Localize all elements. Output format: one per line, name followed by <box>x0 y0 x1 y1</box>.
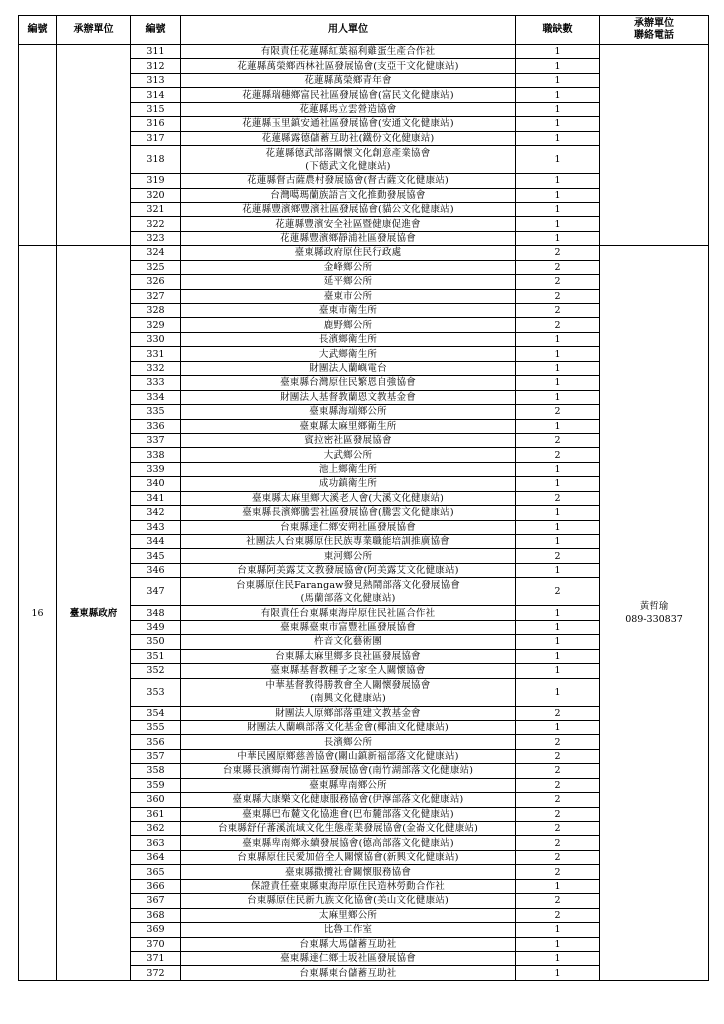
vacancy-count-cell: 1 <box>516 966 600 980</box>
unit-name-line: 台東縣原住民Farangaw發見熱鬧部落文化發展協會 <box>235 579 460 591</box>
unit-name-cell <box>181 850 516 864</box>
row-number-cell: 371 <box>131 951 181 965</box>
vacancy-count-cell: 1 <box>516 520 600 534</box>
unit-name-cell <box>181 102 516 116</box>
vacancy-count-cell: 2 <box>516 735 600 749</box>
row-number-cell: 353 <box>131 678 181 706</box>
vacancy-count-cell: 1 <box>516 620 600 634</box>
row-number-cell: 342 <box>131 506 181 520</box>
vacancy-count-cell: 1 <box>516 390 600 404</box>
unit-name-line: 太麻里鄉公所 <box>318 909 378 921</box>
unit-name-cell <box>181 966 516 980</box>
unit-name-line: 有限責任台東縣東海岸原住民社區合作社 <box>260 607 436 619</box>
unit-name-line: 臺東縣海端鄉公所 <box>309 406 387 418</box>
unit-name-cell <box>181 231 516 245</box>
vacancy-count-cell: 2 <box>516 793 600 807</box>
vacancy-count-cell: 2 <box>516 289 600 303</box>
unit-name-line: 大武鄉衛生所 <box>318 348 378 360</box>
unit-name-cell <box>181 764 516 778</box>
header-vacancies: 職缺數 <box>516 16 600 45</box>
vacancy-count-cell: 2 <box>516 749 600 763</box>
unit-name-line: 台東縣舒仔蕃溪流域文化生態產業發展協會(金崙文化健康站) <box>217 823 478 835</box>
row-number-cell: 366 <box>131 879 181 893</box>
row-number-cell: 345 <box>131 549 181 563</box>
row-number-cell: 350 <box>131 635 181 649</box>
vacancy-count-cell: 2 <box>516 304 600 318</box>
unit-name-line: 花蓮縣玉里鎮安通社區發展協會(安通文化健康站) <box>242 118 454 130</box>
unit-name-line: 臺東縣政府原住民行政處 <box>294 247 402 259</box>
unit-name-cell <box>181 649 516 663</box>
vacancy-count-cell: 2 <box>516 764 600 778</box>
unit-name-cell <box>181 246 516 260</box>
vacancy-count-cell: 2 <box>516 260 600 274</box>
unit-name-cell <box>181 174 516 188</box>
vacancy-count-cell: 1 <box>516 117 600 131</box>
vacancy-count-cell: 1 <box>516 361 600 375</box>
unit-name-line: 臺東縣卑南鄉公所 <box>309 779 387 791</box>
vacancy-count-cell: 1 <box>516 606 600 620</box>
vacancy-count-cell: 1 <box>516 174 600 188</box>
unit-name-line: 花蓮縣督古薩農村發展協會(督古薩文化健康站) <box>247 175 449 187</box>
row-number-cell: 324 <box>131 246 181 260</box>
vacancy-count-cell: 1 <box>516 649 600 663</box>
row-number-cell: 370 <box>131 937 181 951</box>
unit-name-cell <box>181 304 516 318</box>
row-number-cell: 360 <box>131 793 181 807</box>
group-number-cell <box>19 45 57 246</box>
unit-name-cell <box>181 894 516 908</box>
vacancy-count-cell: 1 <box>516 563 600 577</box>
vacancy-count-cell: 1 <box>516 347 600 361</box>
row-number-cell: 311 <box>131 45 181 59</box>
unit-name-line: 臺東縣撒攬社會關懷服務協會 <box>284 866 412 878</box>
unit-name-cell <box>181 923 516 937</box>
row-number-cell: 320 <box>131 188 181 202</box>
vacancy-count-cell: 1 <box>516 231 600 245</box>
table-row <box>19 45 709 59</box>
unit-name-cell <box>181 477 516 491</box>
row-number-cell: 362 <box>131 822 181 836</box>
unit-name-line: 財團法人蘭嶼電台 <box>309 362 387 374</box>
vacancy-table <box>18 15 709 981</box>
vacancy-count-cell: 2 <box>516 807 600 821</box>
unit-name-line: 花蓮縣瑞穗鄉富民社區發展協會(富民文化健康站) <box>242 89 454 101</box>
vacancy-count-cell: 1 <box>516 188 600 202</box>
office-cell: 臺東縣政府 <box>57 246 131 981</box>
unit-name-line: 中華基督教得勝教會全人關懷發展協會 <box>265 680 431 691</box>
unit-name-line: 東河鄉公所 <box>323 550 373 562</box>
unit-name-cell <box>181 836 516 850</box>
row-number-cell: 330 <box>131 332 181 346</box>
vacancy-count-cell: 1 <box>516 951 600 965</box>
unit-name-cell <box>181 506 516 520</box>
contact-name: 黃哲瑜 <box>639 601 669 613</box>
row-number-cell: 372 <box>131 966 181 980</box>
vacancy-count-cell: 2 <box>516 549 600 563</box>
header-group-no: 編號 <box>19 16 57 45</box>
vacancy-count-cell: 1 <box>516 937 600 951</box>
row-number-cell: 357 <box>131 749 181 763</box>
row-number-cell: 328 <box>131 304 181 318</box>
vacancy-count-cell: 1 <box>516 102 600 116</box>
unit-name-cell <box>181 88 516 102</box>
unit-name-cell <box>181 318 516 332</box>
unit-name-line: 臺東縣卑南鄉永續發展協會(德高部落文化健康站) <box>242 837 454 849</box>
unit-name-line: 臺東市衛生所 <box>318 305 378 317</box>
row-number-cell: 363 <box>131 836 181 850</box>
unit-name-line: 財團法人蘭嶼部落文化基金會(椰油文化健康站) <box>247 722 449 734</box>
unit-name-line: 臺東縣大康樂文化健康服務協會(伊濘部落文化健康站) <box>232 794 464 806</box>
header-contact-line2: 聯絡電話 <box>634 30 674 41</box>
unit-name-line: 台東縣原住民愛加倍全人關懷協會(新興文化健康站) <box>237 852 459 864</box>
vacancy-count-cell: 1 <box>516 73 600 87</box>
vacancy-count-cell: 1 <box>516 879 600 893</box>
unit-name-cell <box>181 678 516 706</box>
vacancy-count-cell: 2 <box>516 908 600 922</box>
vacancy-count-cell: 2 <box>516 491 600 505</box>
row-number-cell: 352 <box>131 664 181 678</box>
vacancy-count-cell: 2 <box>516 822 600 836</box>
unit-name-cell <box>181 405 516 419</box>
row-number-cell: 315 <box>131 102 181 116</box>
unit-name-cell <box>181 217 516 231</box>
row-number-cell: 344 <box>131 535 181 549</box>
unit-name-cell <box>181 778 516 792</box>
unit-name-line: 大武鄉公所 <box>323 449 373 461</box>
row-number-cell: 354 <box>131 706 181 720</box>
row-number-cell: 323 <box>131 231 181 245</box>
row-number-cell: 364 <box>131 850 181 864</box>
unit-name-line: 台東縣達仁鄉安朔社區發展協會 <box>280 521 416 533</box>
row-number-cell: 341 <box>131 491 181 505</box>
row-number-cell: 327 <box>131 289 181 303</box>
unit-name-line: 台灣噶瑪蘭族語言文化推動發展協會 <box>270 189 426 201</box>
vacancy-count-cell: 2 <box>516 318 600 332</box>
unit-name-line: 臺東縣基督教種子之家全人關懷協會 <box>270 665 426 677</box>
vacancy-count-cell: 2 <box>516 246 600 260</box>
vacancy-count-cell: 2 <box>516 894 600 908</box>
unit-name-line: 金峰鄉公所 <box>323 261 373 273</box>
unit-name-line: 花蓮縣馬立雲營造協會 <box>299 103 397 115</box>
unit-name-cell <box>181 462 516 476</box>
unit-name-cell <box>181 347 516 361</box>
unit-name-cell <box>181 865 516 879</box>
unit-name-line: 臺東縣達仁鄉土坂社區發展協會 <box>280 953 416 965</box>
vacancy-count-cell: 2 <box>516 706 600 720</box>
unit-name-cell <box>181 361 516 375</box>
unit-name-line: 保證責任臺東縣東海岸原住民造林勞動合作社 <box>250 880 445 892</box>
row-number-cell: 319 <box>131 174 181 188</box>
vacancy-count-cell: 1 <box>516 477 600 491</box>
vacancy-count-cell: 1 <box>516 419 600 433</box>
unit-name-cell <box>181 59 516 73</box>
unit-name-line: 財團法人基督教蘭恩文教基金會 <box>280 391 416 403</box>
unit-name-line: 延平鄉公所 <box>323 276 373 288</box>
row-number-cell: 316 <box>131 117 181 131</box>
vacancy-count-cell: 1 <box>516 462 600 476</box>
unit-name-cell <box>181 131 516 145</box>
row-number-cell: 312 <box>131 59 181 73</box>
unit-name-cell <box>181 822 516 836</box>
unit-name-line: 台東縣阿美露艾文教發展協會(阿美露艾文化健康站) <box>237 565 459 577</box>
unit-name-line: 花蓮縣德武部落關懷文化創意產業協會 <box>265 147 431 159</box>
vacancy-count-cell: 1 <box>516 923 600 937</box>
vacancy-count-cell: 1 <box>516 146 600 174</box>
unit-name-cell <box>181 117 516 131</box>
vacancy-count-cell: 1 <box>516 88 600 102</box>
unit-name-line: 杵音文化藝術團 <box>314 636 382 648</box>
unit-name-cell <box>181 606 516 620</box>
unit-name-cell <box>181 793 516 807</box>
unit-name-line: 花蓮縣豐濱鄉豐濱社區發展協會(貓公文化健康站) <box>242 204 454 216</box>
row-number-cell: 335 <box>131 405 181 419</box>
vacancy-count-cell: 1 <box>516 217 600 231</box>
unit-name-line: 成功鎮衛生所 <box>318 478 378 490</box>
unit-name-line: 台東縣原住民新九族文化協會(美山文化健康站) <box>247 895 449 907</box>
row-number-cell: 368 <box>131 908 181 922</box>
row-number-cell: 355 <box>131 720 181 734</box>
unit-name-line: 花蓮縣萬榮鄉西林社區發展協會(支亞干文化健康站) <box>237 60 459 72</box>
unit-name-cell <box>181 937 516 951</box>
office-cell <box>57 45 131 246</box>
row-number-cell: 337 <box>131 433 181 447</box>
unit-name-line: (南興文化健康站) <box>310 693 386 704</box>
unit-name-line: (馬蘭部落文化健康站) <box>300 592 396 604</box>
vacancy-count-cell: 2 <box>516 275 600 289</box>
unit-name-line: 長濱鄉衛生所 <box>318 334 378 346</box>
vacancy-count-cell: 1 <box>516 131 600 145</box>
vacancy-count-cell: 1 <box>516 535 600 549</box>
unit-name-line: 台東縣長濱鄉南竹湖社區發展協會(南竹湖部落文化健康站) <box>222 765 474 777</box>
vacancy-count-cell: 1 <box>516 720 600 734</box>
unit-name-line: 花蓮縣萬榮鄉青年會 <box>304 75 392 87</box>
unit-name-cell <box>181 289 516 303</box>
unit-name-line: 臺東縣太麻里鄉大溪老人會(大溪文化健康站) <box>251 492 445 504</box>
unit-name-line: 有限責任花蓮縣紅葉福利雞蛋生產合作社 <box>260 46 436 58</box>
unit-name-cell <box>181 448 516 462</box>
unit-name-cell <box>181 578 516 606</box>
row-number-cell: 318 <box>131 146 181 174</box>
unit-name-cell <box>181 73 516 87</box>
contact-phone: 089-330837 <box>625 614 683 626</box>
vacancy-count-cell: 2 <box>516 578 600 606</box>
row-number-cell: 313 <box>131 73 181 87</box>
vacancy-count-cell: 1 <box>516 664 600 678</box>
unit-name-cell <box>181 563 516 577</box>
unit-name-line: 長濱鄉公所 <box>323 736 373 748</box>
vacancy-count-cell: 1 <box>516 59 600 73</box>
unit-name-line: 社團法人台東縣原住民族專業職能培訓推廣協會 <box>246 536 450 548</box>
group-number-cell: 16 <box>19 246 57 981</box>
row-number-cell: 365 <box>131 865 181 879</box>
unit-name-line: 比魯工作室 <box>323 924 373 936</box>
unit-name-cell <box>181 202 516 216</box>
unit-name-cell <box>181 620 516 634</box>
unit-name-line: 台東縣太麻里鄉多良社區發展協會 <box>275 650 421 662</box>
unit-name-cell <box>181 706 516 720</box>
unit-name-line: 花蓮縣露德儲蓄互助社(鐵份文化健康站) <box>261 132 435 144</box>
row-number-cell: 351 <box>131 649 181 663</box>
unit-name-cell <box>181 260 516 274</box>
row-number-cell: 314 <box>131 88 181 102</box>
row-number-cell: 339 <box>131 462 181 476</box>
row-number-cell: 329 <box>131 318 181 332</box>
unit-name-line: 臺東縣台灣原住民繁恩自強協會 <box>280 377 416 389</box>
unit-name-cell <box>181 332 516 346</box>
unit-name-cell <box>181 535 516 549</box>
row-number-cell: 367 <box>131 894 181 908</box>
unit-name-line: 中華民國原鄉慈善協會(關山鎮新福部落文化健康站) <box>237 751 459 763</box>
unit-name-cell <box>181 433 516 447</box>
row-number-cell: 348 <box>131 606 181 620</box>
row-number-cell: 361 <box>131 807 181 821</box>
unit-name-line: 賓拉密社區發展協會 <box>304 435 392 447</box>
vacancy-count-cell: 1 <box>516 45 600 59</box>
row-number-cell: 346 <box>131 563 181 577</box>
row-number-cell: 343 <box>131 520 181 534</box>
row-number-cell: 334 <box>131 390 181 404</box>
row-number-cell: 347 <box>131 578 181 606</box>
header-unit: 用人單位 <box>181 16 516 45</box>
unit-name-cell <box>181 520 516 534</box>
row-number-cell: 358 <box>131 764 181 778</box>
vacancy-count-cell: 1 <box>516 376 600 390</box>
unit-name-cell <box>181 45 516 59</box>
row-number-cell: 333 <box>131 376 181 390</box>
row-number-cell: 338 <box>131 448 181 462</box>
unit-name-cell <box>181 146 516 174</box>
header-contact-line1: 承辦單位 <box>634 18 674 29</box>
unit-name-line: 臺東縣巴布麓文化協進會(巴布麓部落文化健康站) <box>242 808 454 820</box>
row-number-cell: 325 <box>131 260 181 274</box>
unit-name-cell <box>181 664 516 678</box>
unit-name-cell <box>181 635 516 649</box>
row-number-cell: 340 <box>131 477 181 491</box>
row-number-cell: 317 <box>131 131 181 145</box>
vacancy-count-cell: 2 <box>516 448 600 462</box>
vacancy-count-cell: 2 <box>516 836 600 850</box>
vacancy-count-cell: 2 <box>516 850 600 864</box>
header-office: 承辦單位 <box>57 16 131 45</box>
unit-name-cell <box>181 419 516 433</box>
unit-name-line: 臺東市公所 <box>323 290 373 302</box>
table-row <box>19 246 709 260</box>
vacancy-count-cell: 2 <box>516 433 600 447</box>
unit-name-line: 財團法人原鄉部落重建文教基金會 <box>275 707 421 719</box>
unit-name-line: 池上鄉衛生所 <box>318 464 378 476</box>
unit-name-cell <box>181 951 516 965</box>
row-number-cell: 331 <box>131 347 181 361</box>
row-number-cell: 336 <box>131 419 181 433</box>
unit-name-cell <box>181 735 516 749</box>
unit-name-line: 臺東縣臺東市富豐社區發展協會 <box>280 621 416 633</box>
unit-name-cell <box>181 720 516 734</box>
unit-name-cell <box>181 376 516 390</box>
unit-name-cell <box>181 491 516 505</box>
unit-name-cell <box>181 749 516 763</box>
unit-name-line: 臺東縣太麻里鄉衛生所 <box>299 420 397 432</box>
unit-name-cell <box>181 275 516 289</box>
contact-cell <box>600 45 709 246</box>
row-number-cell: 321 <box>131 202 181 216</box>
unit-name-cell <box>181 807 516 821</box>
unit-name-cell <box>181 879 516 893</box>
vacancy-count-cell: 1 <box>516 506 600 520</box>
header-row <box>19 16 709 45</box>
vacancy-count-cell: 1 <box>516 635 600 649</box>
header-contact <box>600 16 709 45</box>
row-number-cell: 322 <box>131 217 181 231</box>
unit-name-line: 花蓮縣豐濱鄉靜浦社區發展協會 <box>280 233 416 245</box>
vacancy-count-cell: 2 <box>516 865 600 879</box>
row-number-cell: 326 <box>131 275 181 289</box>
vacancy-count-cell: 2 <box>516 778 600 792</box>
unit-name-cell <box>181 390 516 404</box>
vacancy-count-cell: 1 <box>516 202 600 216</box>
unit-name-line: 臺東縣長濱鄉騰雲社區發展協會(騰雲文化健康站) <box>242 507 454 519</box>
unit-name-line: 台東縣東台儲蓄互助社 <box>299 967 397 979</box>
unit-name-cell <box>181 908 516 922</box>
row-number-cell: 349 <box>131 620 181 634</box>
header-no: 編號 <box>131 16 181 45</box>
row-number-cell: 332 <box>131 361 181 375</box>
unit-name-cell <box>181 549 516 563</box>
vacancy-count-cell: 1 <box>516 678 600 706</box>
vacancy-count-cell: 2 <box>516 405 600 419</box>
unit-name-line: 花蓮縣豐濱安全社區暨健康促進會 <box>275 218 421 230</box>
unit-name-cell <box>181 188 516 202</box>
vacancy-count-cell: 1 <box>516 332 600 346</box>
unit-name-line: (下德武文化健康站) <box>305 160 391 172</box>
contact-cell <box>600 246 709 981</box>
row-number-cell: 359 <box>131 778 181 792</box>
unit-name-line: 鹿野鄉公所 <box>323 319 373 331</box>
row-number-cell: 369 <box>131 923 181 937</box>
row-number-cell: 356 <box>131 735 181 749</box>
unit-name-line: 台東縣大馬儲蓄互助社 <box>299 938 397 950</box>
